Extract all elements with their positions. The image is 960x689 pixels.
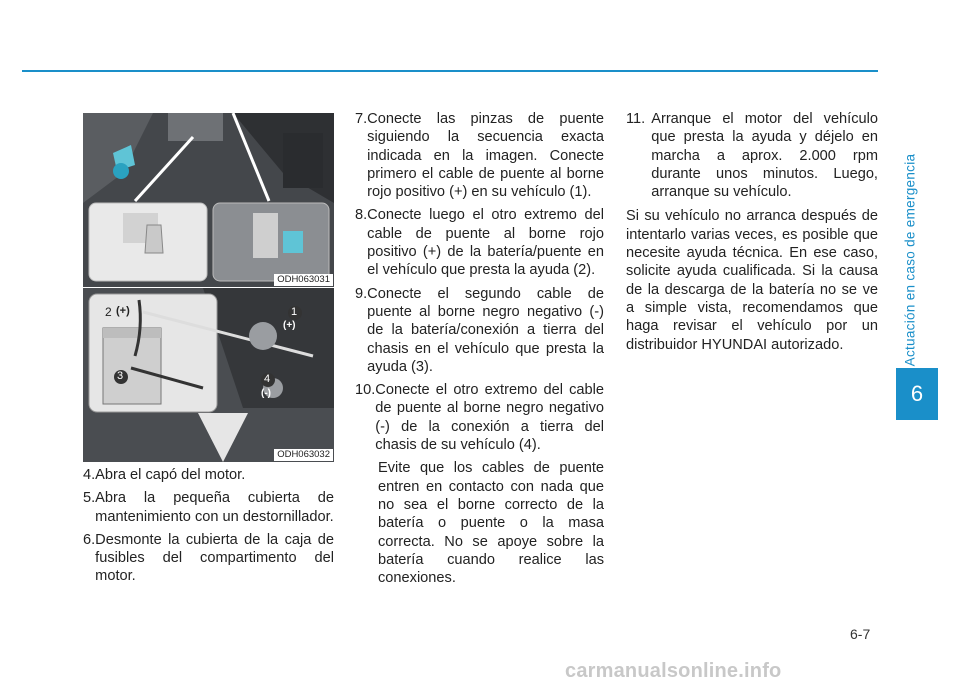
chapter-title: Actuación en caso de emergencia: [902, 153, 918, 367]
callout-2-plus: (+): [116, 305, 130, 317]
column-1: [83, 466, 334, 591]
column-2: [355, 110, 604, 587]
callout-2: 2: [105, 305, 112, 319]
engine-bay-illustration: [83, 113, 334, 287]
chapter-number-tab: 6: [896, 368, 938, 420]
callout-4-minus: (-): [261, 388, 271, 399]
step-5: 5. Abra la pequeña cubierta de mantenimiento con un destornillador.: [83, 490, 334, 525]
figure-code: ODH063032: [274, 449, 333, 461]
step-9: 9. Conecte el segundo cable de puente al borne negro negativo (-) de la batería/conexión a tierra del chasis en el vehículo que presta la ayuda (3).: [355, 285, 604, 375]
step-4: 4. Abra el capó del motor.: [83, 467, 246, 483]
step-6: 6. Desmonte la cubierta de la caja de fusibles del compartimento del motor.: [83, 531, 334, 585]
step-11: 11. Arranque el motor del vehículo que presta la ayuda y déjelo en marcha a aprox. 2.000 rpm durante unos minutos. Luego, arranque su vehículo.: [626, 111, 878, 201]
step-7: 7. Conecte las pinzas de puente siguiendo la secuencia exacta indicada en la imagen. Conecte primero el cable de puente al borne rojo positivo (+) en su vehículo (1).: [355, 111, 604, 201]
page-number: 6-7: [850, 626, 871, 642]
step-10: 10. Conecte el otro extremo del cable de puente al borne negro negativo (-) de la conexión a tierra del chasis de su vehículo (4).: [355, 382, 604, 454]
callout-1-plus: (+): [283, 320, 296, 331]
engine-bay-photo: [83, 113, 334, 287]
callout-3: 3: [117, 370, 124, 382]
column-3: [626, 110, 878, 354]
chapter-side-label: [880, 150, 940, 370]
step-8: 8. Conecte luego el otro extremo del cable de puente al borne rojo positivo (+) de la batería/puente en el vehículo que presta la ayuda (2).: [355, 207, 604, 279]
help-paragraph: Si su vehículo no arranca después de intentarlo varias veces, es posible que necesite ayuda técnica. En ese caso, solicite ayuda cualificada. Si la causa de la descarga de la batería no se ve a simple vista, recomendamos que haga revisar el vehículo por un distribuidor HYUNDAI autorizado.: [626, 208, 878, 353]
callout-1: 1: [291, 306, 298, 318]
watermark: carmanualsonline.info: [565, 660, 782, 682]
jump-start-diagram: [83, 288, 334, 462]
figure-code: ODH063031: [274, 274, 333, 286]
connection-note: Evite que los cables de puente entren en contacto con nada que no sea el borne correcto de la batería o puente o la masa correcta. No se apoye sobre la batería cuando realice las conexiones.: [378, 460, 604, 587]
header-rule: [22, 70, 878, 72]
callout-4: 4: [264, 373, 271, 385]
